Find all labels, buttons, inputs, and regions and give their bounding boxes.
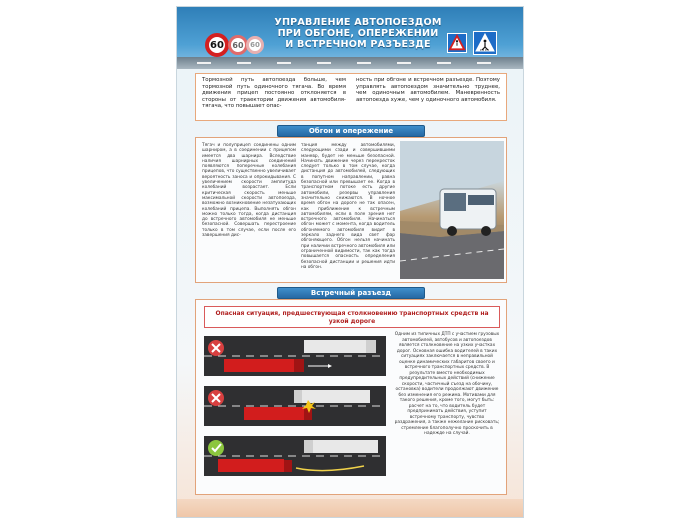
- scenario-correct: [204, 436, 386, 476]
- speed-limit-sign-icon: 60: [246, 36, 264, 54]
- title-line: ПРИ ОБГОНЕ, ОПЕРЕЖЕНИИ: [277, 28, 439, 39]
- overtaking-text-col-a: Тягач и полуприцеп соединены одним шарниром, а в соединении с прицепом имеется два шарнира. Вследствие наличия шарнирных соединений появляются поперечные колебания прицепов, что существенно увеличивает вероятность заноса и опрокидывания. С увеличением скорости амплитуда колебаний возрастает. Если критическая скорость меньше максимальной скорости автопоезда, возможно возникновение незатухающих колебаний прицепа. Выполнять обгон можно только тогда, когда дистанция до встречного автомобиля не меньше безопасной. Совершать перестроение только в том случае, если после его завершения дис-: [202, 143, 296, 239]
- speed-limit-sign-icon: 60: [228, 35, 248, 55]
- title-line: И ВСТРЕЧНОМ РАЗЪЕЗДЕ: [285, 39, 431, 50]
- pedestrian-crossing-sign-icon: [447, 33, 467, 53]
- page-title: [263, 17, 453, 50]
- header-banner: [177, 7, 523, 69]
- footer-band: [177, 499, 523, 517]
- road-strip: [177, 57, 523, 69]
- bus-on-road-photo: [400, 141, 504, 279]
- danger-subtitle: Опасная ситуация, предшествующая столкновению транспортных средств на узкой дороге: [204, 306, 500, 328]
- title-line: УПРАВЛЕНИЕ АВТОПОЕЗДОМ: [274, 17, 442, 28]
- scenario-collision: [204, 386, 386, 426]
- overtaking-panel: [195, 137, 507, 283]
- intro-text-right: ность при обгоне и встречном разъезде. Поэтому управлять автопоездом значительно труднее, чем одиночным автомобилем. Маневренность автопоезда хуже, чем у одиночного автомобиля.: [356, 77, 500, 103]
- intro-text-left: Тормозной путь автопоезда больше, чем тормозной путь одиночного тягача. Во время движения прицеп постоянно отклоняется в стороны от траектории движения автомобиля-тягача, что повышает опас-: [202, 77, 346, 110]
- speed-limit-sign-icon: 60: [205, 33, 229, 57]
- intro-box: [195, 73, 507, 121]
- section-heading-oncoming: Встречный разъезд: [277, 287, 425, 299]
- scenario-wrong: [204, 336, 386, 376]
- oncoming-side-text: Одним из типичных ДТП с участием грузовых автомобилей, автобусов и автопоездов является столкновение на узких участках дорог. Основная ошибка водителей в таких ситуациях заключается в неправильной оценке динамических габаритов своего и встречного транспортных средств. В результате вместо необходимых предупредительных действий (снижение скорости, частичный съезд на обочину, остановка) водители продолжают движение без изменения его режима. Мотивами для такого решения, кроме того, могут быть: расчет на то, что водитель будет предпринимать действия, уступит встречному транспорту, чувство раздражения, а также нежелание рисковать; стремление благополучно проскочить в надежде на случай.: [394, 332, 500, 436]
- section-heading-overtaking: Обгон и опережение: [277, 125, 425, 137]
- pedestrian-crossing-sign-icon: [473, 31, 497, 55]
- oncoming-panel: [195, 299, 507, 495]
- poster: [176, 6, 524, 518]
- overtaking-text-col-b: танция между автомобилями, следующими сзади и совершившими маневр, будет не меньше безопасной. Начинать движение через перекресток следует только в том случае, когда дистанция до автомобилей, следующих в попутном направлении, равна безопасной или превышает ее. Когда в транспортном потоке есть другие автомобили, резервы управления значительно снижаются. В ночное время обгон на дороге не так опасен, как приближение к встречным автомобилям, если в поле зрения нет встречного автомобиля. Начинаться обгон может с момента, когда водитель обгоняемого автомобиля видит в зеркало заднего вида свет фар обгоняющего. Обгон нельзя начинать при наличии встречного автомобиля или ограниченной видимости, так как тогда повышается опасность определения безопасной дистанции и решения идти на обгон.: [301, 143, 395, 270]
